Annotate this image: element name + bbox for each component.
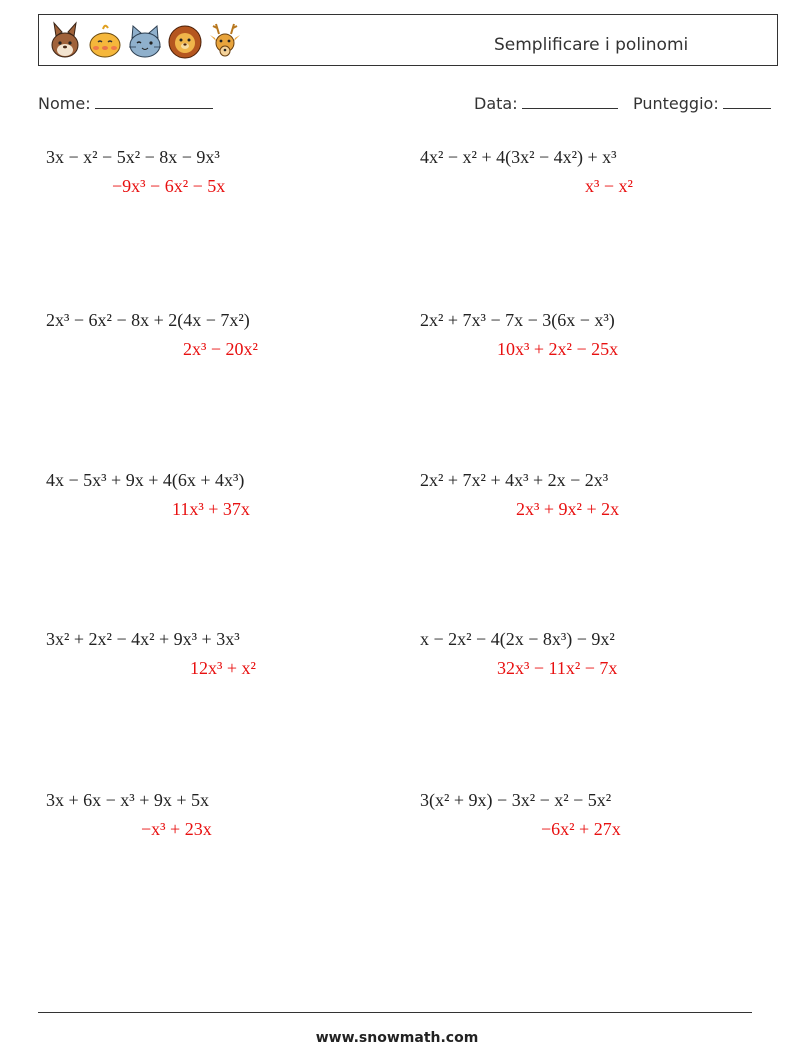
problem-expression: 3x + 6x − x³ + 9x + 5x — [46, 790, 210, 810]
problem-answer: 12x³ + x² — [190, 658, 256, 678]
score-label: Punteggio: — [633, 94, 719, 113]
problem-2 — [420, 147, 750, 197]
problem-9 — [46, 790, 376, 840]
lion-icon — [167, 20, 203, 60]
problem-expression: x − 2x² − 4(2x − 8x³) − 9x² — [420, 629, 615, 649]
problem-expression: 3(x² + 9x) − 3x² − x² − 5x² — [420, 790, 612, 810]
score-blank[interactable] — [723, 94, 771, 109]
problem-expression: 4x − 5x³ + 9x + 4(6x + 4x³) — [46, 470, 245, 490]
footer-divider — [38, 1012, 752, 1013]
problem-expression: 2x³ − 6x² − 8x + 2(4x − 7x²) — [46, 310, 250, 330]
problem-4 — [420, 310, 750, 360]
problem-answer: 2x³ − 20x² — [183, 339, 258, 359]
name-blank[interactable] — [95, 94, 213, 109]
problem-7 — [46, 629, 376, 679]
problem-10 — [420, 790, 750, 840]
date-field — [474, 94, 618, 113]
problem-answer: 2x³ + 9x² + 2x — [516, 499, 620, 519]
problem-expression: 3x − x² − 5x² − 8x − 9x³ — [46, 147, 220, 167]
problem-answer: 11x³ + 37x — [172, 499, 250, 519]
squirrel-icon — [47, 20, 83, 60]
problem-8 — [420, 629, 750, 679]
worksheet-header — [38, 14, 778, 66]
problem-expression: 3x² + 2x² − 4x² + 9x³ + 3x³ — [46, 629, 240, 649]
date-blank[interactable] — [522, 94, 618, 109]
date-label: Data: — [474, 94, 518, 113]
problem-expression: 2x² + 7x³ − 7x − 3(6x − x³) — [420, 310, 615, 330]
name-field — [38, 94, 213, 113]
problem-answer: 10x³ + 2x² − 25x — [497, 339, 619, 359]
chick-icon — [87, 20, 123, 60]
worksheet-title: Semplificare i polinomi — [494, 35, 689, 55]
problem-answer: −9x³ − 6x² − 5x — [112, 176, 226, 196]
problem-1 — [46, 147, 376, 197]
animal-icons — [47, 20, 243, 60]
problem-answer: x³ − x² — [585, 176, 633, 196]
problem-answer: −6x² + 27x — [541, 819, 621, 839]
score-field — [633, 94, 771, 113]
problem-answer: 32x³ − 11x² − 7x — [497, 658, 618, 678]
problem-answer: −x³ + 23x — [141, 819, 212, 839]
problem-3 — [46, 310, 376, 360]
problem-expression: 2x² + 7x² + 4x³ + 2x − 2x³ — [420, 470, 609, 490]
footer-url[interactable]: www.snowmath.com — [315, 1030, 479, 1046]
cat-icon — [127, 20, 163, 60]
deer-icon — [207, 20, 243, 60]
problem-6 — [420, 470, 750, 520]
problem-expression: 4x² − x² + 4(3x² − 4x²) + x³ — [420, 147, 617, 167]
problem-5 — [46, 470, 376, 520]
name-label: Nome: — [38, 94, 91, 113]
